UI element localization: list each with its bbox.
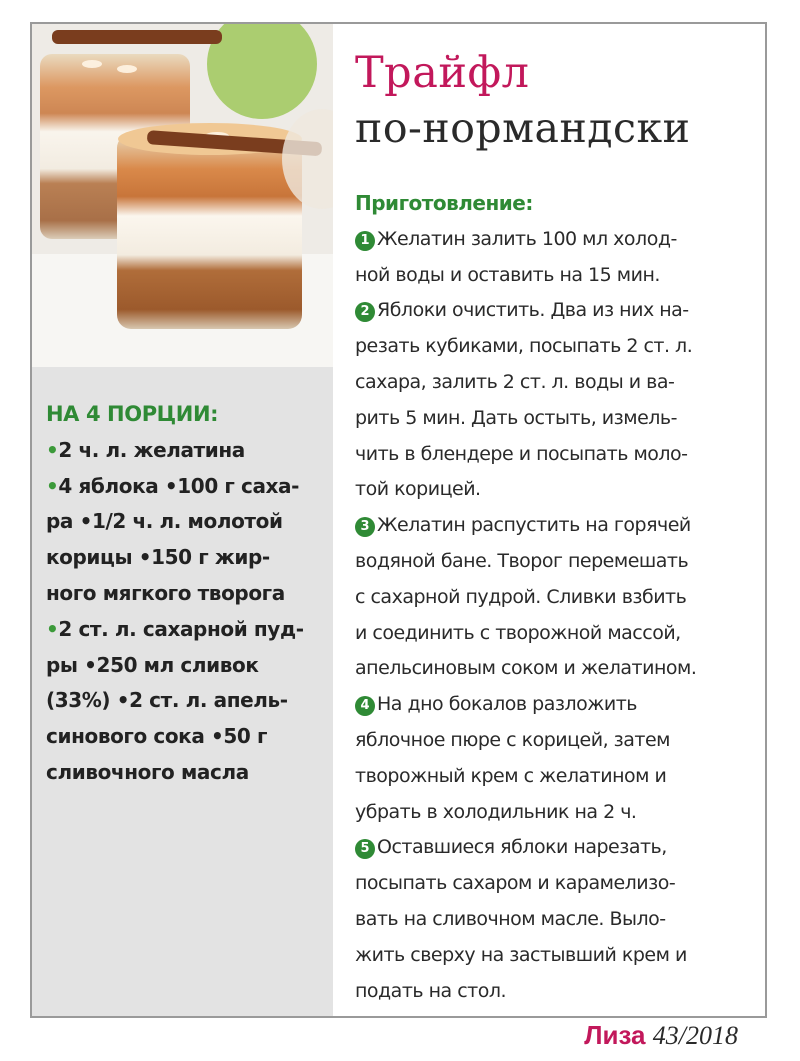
ingredient-line: •4 яблока •100 г саха- bbox=[46, 473, 300, 498]
ingredient-line: •2 ст. л. сахарной пуд- bbox=[46, 616, 304, 641]
step-3: 3 Желатин распустить на горячей водяной бане. Творог перемешать с сахарной пудрой. Сливки взбить и соединить с творожной массой, апельсиновым соком и желатином. bbox=[355, 514, 697, 680]
ingredient-line: •2 ч. л. желатина bbox=[46, 437, 245, 462]
dessert-photo bbox=[32, 24, 333, 367]
step-2: 2 Яблоки очистить. Два из них на- резать кубиками, посыпать 2 ст. л. сахара, залить 2 ст. л. воды и ва- рить 5 мин. Дать остыть, измель- чить в блендере и посыпать моло- той корицей. bbox=[355, 299, 693, 501]
magazine-credit bbox=[584, 1020, 738, 1051]
servings-heading: НА 4 ПОРЦИИ: bbox=[46, 402, 219, 426]
step-number-icon: 2 bbox=[355, 302, 375, 322]
preparation-heading: Приготовление: bbox=[355, 191, 533, 215]
step-5: 5 Оставшиеся яблоки нарезать, посыпать сахаром и карамелизо- вать на сливочном масле. Выло- жить сверху на застывший крем и подать на стол. bbox=[355, 836, 687, 1002]
ingredients-panel bbox=[32, 24, 333, 1016]
magazine-name: Лиза bbox=[584, 1020, 646, 1050]
ingredient-line: сливочного масла bbox=[46, 759, 249, 784]
recipe-card bbox=[30, 22, 767, 1018]
preparation-section bbox=[355, 186, 745, 1009]
step-number-icon: 3 bbox=[355, 517, 375, 537]
recipe-subtitle: по-нормандски bbox=[355, 104, 691, 152]
ingredients-list bbox=[46, 397, 326, 791]
ingredient-line: (33%) •2 ст. л. апель- bbox=[46, 688, 288, 713]
ingredient-line: синового сока •50 г bbox=[46, 724, 268, 749]
issue-number: 43/2018 bbox=[652, 1021, 738, 1050]
trifle-glasses-image bbox=[32, 24, 333, 367]
recipe-title: Трайфл bbox=[355, 48, 530, 98]
step-number-icon: 4 bbox=[355, 696, 375, 716]
recipe-body bbox=[333, 24, 765, 1016]
step-number-icon: 5 bbox=[355, 839, 375, 859]
step-number-icon: 1 bbox=[355, 231, 375, 251]
ingredient-line: ного мягкого творога bbox=[46, 580, 285, 605]
ingredient-line: ра •1/2 ч. л. молотой bbox=[46, 509, 283, 534]
ingredient-line: корицы •150 г жир- bbox=[46, 545, 270, 570]
step-1: 1 Желатин залить 100 мл холод- ной воды и оставить на 15 мин. bbox=[355, 227, 677, 286]
step-4: 4 На дно бокалов разложить яблочное пюре с корицей, затем творожный крем с желатином и убрать в холодильник на 2 ч. bbox=[355, 693, 671, 823]
ingredient-line: ры •250 мл сливок bbox=[46, 652, 259, 677]
